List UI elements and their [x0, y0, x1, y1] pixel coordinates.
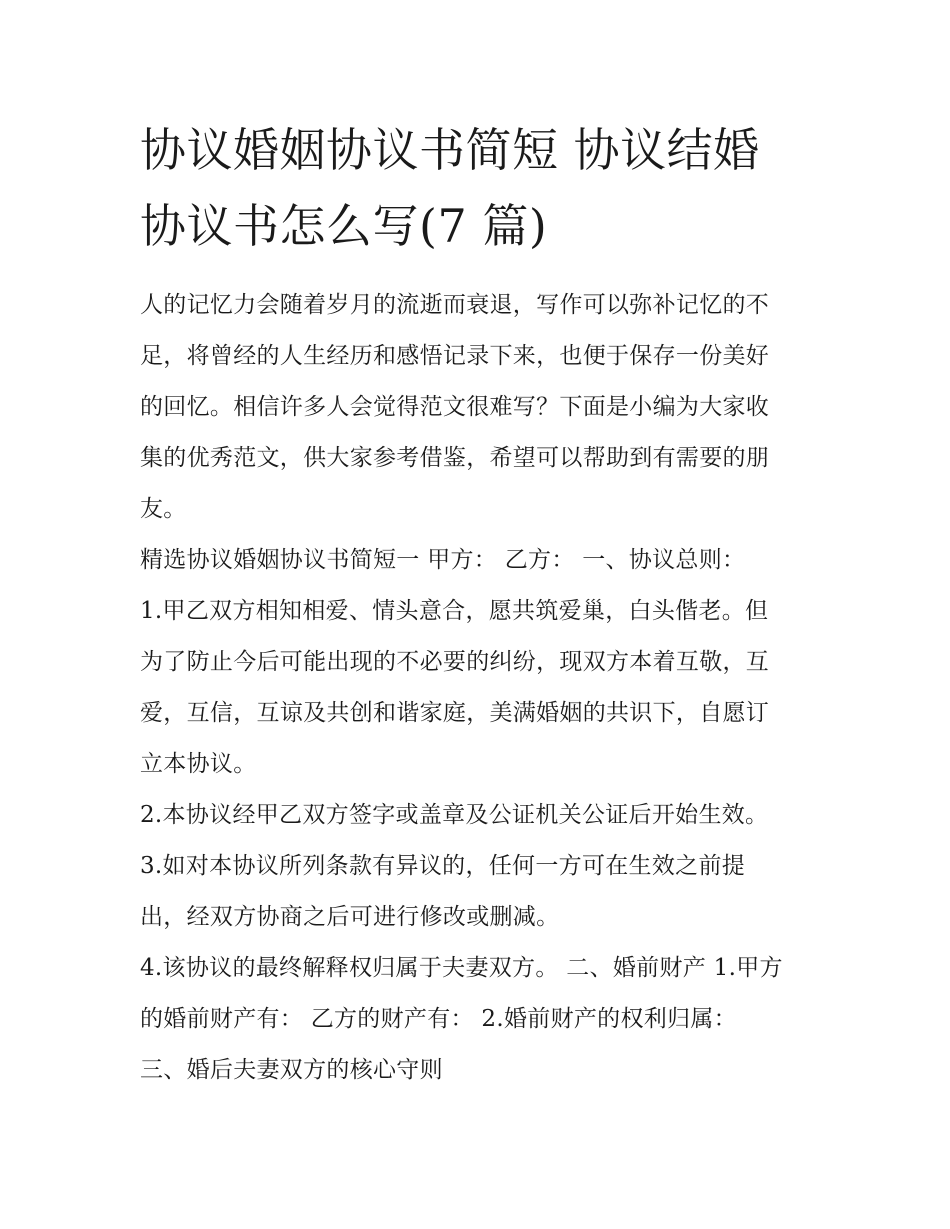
intro-line-3: 的回忆。相信许多人会觉得范文很难写？下面是小编为大家收 [140, 394, 770, 420]
body-line-7: 3.如对本协议所列条款有异议的，任何一方可在生效之前提 [140, 853, 746, 879]
body-line-2: 1.甲乙双方相知相爱、情头意合，愿共筑爱巢，白头偕老。但 [140, 598, 769, 624]
document-page [140, 112, 820, 1096]
intro-line-5: 友。 [140, 496, 187, 522]
document-title [140, 112, 820, 264]
intro-line-4: 集的优秀范文，供大家参考借鉴，希望可以帮助到有需要的朋 [140, 445, 770, 471]
title-line-2: 协议书怎么写(7 篇) [140, 199, 548, 253]
body-text [140, 535, 820, 1096]
body-line-4: 爱，互信，互谅及共创和谐家庭，美满婚姻的共识下，自愿订 [140, 700, 770, 726]
body-line-10: 的婚前财产有： 乙方的财产有： 2.婚前财产的权利归属： [140, 1006, 737, 1032]
intro-line-1: 人的记忆力会随着岁月的流逝而衰退，写作可以弥补记忆的不 [140, 292, 770, 318]
body-line-5: 立本协议。 [140, 751, 257, 777]
body-line-8: 出，经双方协商之后可进行修改或删减。 [140, 904, 560, 930]
body-line-9: 4.该协议的最终解释权归属于夫妻双方。 二、婚前财产 1.甲方 [140, 955, 783, 981]
title-line-1: 协议婚姻协议书简短 协议结婚 [140, 123, 760, 177]
body-line-6: 2.本协议经甲乙双方签字或盖章及公证机关公证后开始生效。 [140, 802, 769, 828]
body-line-3: 为了防止今后可能出现的不必要的纠纷，现双方本着互敬，互 [140, 649, 770, 675]
intro-paragraph [140, 280, 820, 535]
body-line-1: 精选协议婚姻协议书简短一 甲方： 乙方： 一、协议总则： [140, 547, 746, 573]
intro-line-2: 足，将曾经的人生经历和感悟记录下来，也便于保存一份美好 [140, 343, 770, 369]
body-line-11: 三、婚后夫妻双方的核心守则 [140, 1057, 443, 1083]
